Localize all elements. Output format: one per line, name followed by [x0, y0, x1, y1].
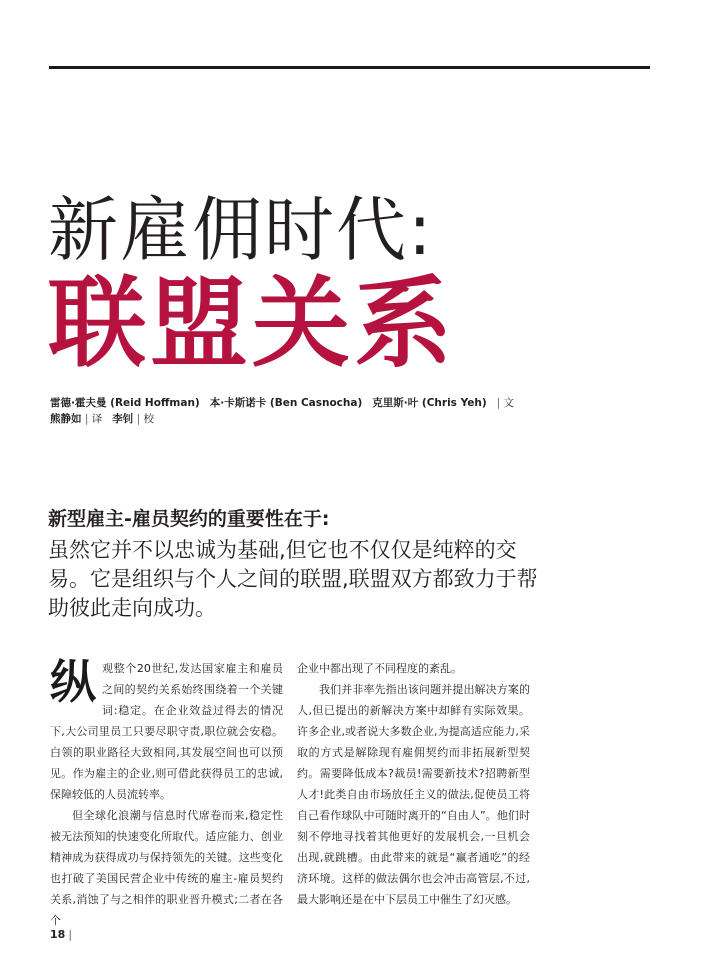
headline-line-1: 新雇佣时代:	[48, 189, 434, 271]
editor-name: 李钊	[112, 413, 134, 425]
paragraph-text: 观整个20世纪,发达国家雇主和雇员之间的契约关系始终围绕着一个关键词:稳定。在企业效益过得去的情况下,大公司里员工只要尽职守责,职位就会安稳。白领的职业路径大致相同,其发展空间也可以预见。作为雇主的企业,则可借此获得员工的忠诚,保障较低的人员流转率。	[50, 662, 283, 801]
translator-role: 译	[91, 413, 103, 425]
byline-separator: |	[136, 413, 141, 425]
page-number-bar: |	[68, 928, 73, 941]
author-role: 文	[503, 397, 515, 409]
author-name: 本·卡斯诺卡 (Ben Casnocha)	[209, 397, 363, 409]
byline-separator: |	[496, 397, 501, 409]
author-name: 克里斯·叶 (Chris Yeh)	[372, 397, 487, 409]
byline	[50, 395, 514, 427]
lede-text: 虽然它并不以忠诚为基础,但它也不仅仅是纯粹的交易。它是组织与个人之间的联盟,联盟双方都致力于帮助彼此走向成功。	[48, 538, 538, 620]
headline-line-2: 联盟关系	[48, 267, 457, 381]
body-paragraph	[50, 655, 283, 805]
drop-cap: 纵	[50, 655, 96, 709]
body-column-left	[50, 655, 283, 931]
byline-separator: |	[84, 413, 89, 425]
byline-authors	[50, 395, 514, 411]
top-rule	[49, 66, 650, 69]
body-paragraph: 但全球化浪潮与信息时代席卷而来,稳定性被无法预知的快速变化所取代。适应能力、创业精神成为获得成功与保持领先的关键。这些变化也打破了美国民营企业中传统的雇主-雇员契约关系,消蚀了与之相伴的职业晋升模式;二者在各个	[50, 809, 283, 927]
author-name: 雷德·霍夫曼 (Reid Hoffman)	[50, 397, 200, 409]
body-paragraph: 企业中都出现了不同程度的紊乱。	[297, 662, 462, 675]
translator-name: 熊静如	[50, 413, 82, 425]
editor-role: 校	[143, 413, 154, 425]
page-number	[50, 928, 72, 942]
body-column-right	[297, 658, 530, 910]
byline-contributors	[50, 411, 514, 427]
page-number-value: 18	[50, 928, 66, 941]
body-paragraph: 我们并非率先指出该问题并提出解决方案的人,但已提出的新解决方案中却鲜有实际效果。许多企业,或者说大多数企业,为提高适应能力,采取的方式是解除现有雇佣契约而非拓展新型契约。需要降低成本?裁员!需要新技术?招聘新型人才!此类自由市场放任主义的做法,促使员工将自己看作球队中可随时离开的“自由人”。他们时刻不停地寻找着其他更好的发展机会,一旦机会出现,就跳槽。由此带来的就是“赢者通吃”的经济环境。这样的做法偶尔也会冲击高管层,不过,最大影响还是在中下层员工中催生了幻灭感。	[297, 683, 530, 906]
lede-heading: 新型雇主-雇员契约的重要性在于:	[48, 508, 330, 530]
